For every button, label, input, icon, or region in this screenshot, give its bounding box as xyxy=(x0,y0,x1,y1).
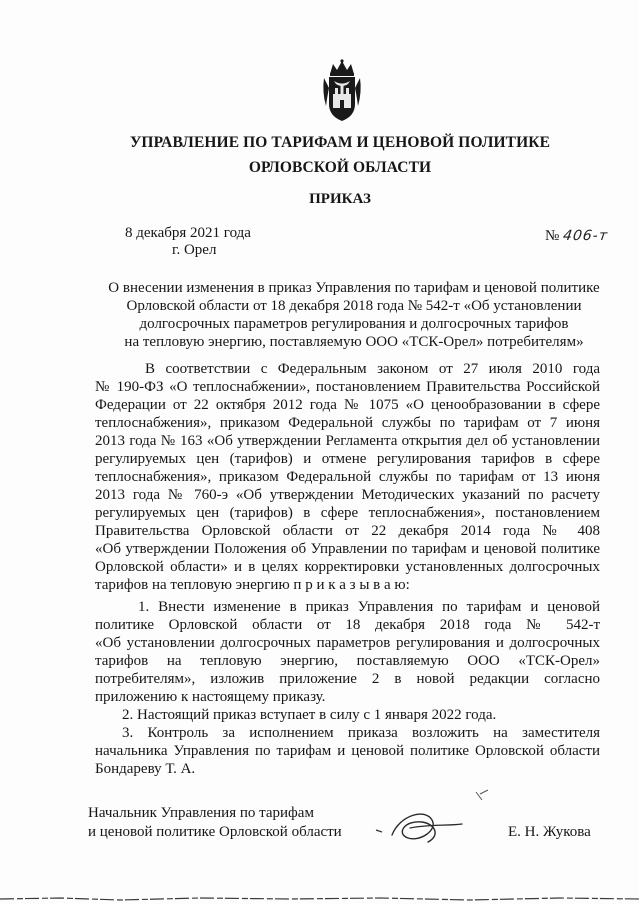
handwritten-signature-icon xyxy=(370,780,500,860)
scan-edge-artifact xyxy=(0,893,639,905)
subject-line: долгосрочных параметров регулирования и долгосрочных тарифов xyxy=(139,316,569,332)
orel-oblast-coat-of-arms-icon xyxy=(321,58,363,124)
item-line: 1. Внести изменение в приказ Управления по тарифам и ценовой xyxy=(138,599,600,615)
item-line: 2. Настоящий приказ вступает в силу с 1 января 2022 года. xyxy=(122,707,497,723)
item-line: начальника Управления по тарифам и ценовой политике Орловской области xyxy=(95,743,600,759)
order-items xyxy=(95,598,600,778)
item-line: «Об установлении долгосрочных параметров регулирования и долгосрочных xyxy=(95,635,600,651)
item-line: приложению к настоящему приказу. xyxy=(95,689,326,705)
preamble-line: Федерации от 22 октября 2012 года № 1075 «О ценообразовании в сфере xyxy=(95,397,600,413)
preamble-line: теплоснабжения», приказом Федеральной службы по тарифам от 7 июня xyxy=(95,415,600,431)
preamble-line: тарифов на тепловую энергию п р и к а з ы в а ю: xyxy=(95,577,410,593)
preamble-line: № 190-ФЗ «О теплоснабжении», постановлением Правительства Российской xyxy=(95,379,600,395)
subject-line: на тепловую энергию, поставляемую ООО «ТСК-Орел» потребителям» xyxy=(124,334,584,350)
agency-name-line2: ОРЛОВСКОЙ ОБЛАСТИ xyxy=(248,159,432,176)
order-city: г. Орел xyxy=(172,242,217,258)
signatory-name: Е. Н. Жукова xyxy=(508,824,591,840)
number-sign: № xyxy=(545,228,560,244)
item-line: политике Орловской области от 18 декабря 2018 года № 542-т xyxy=(95,617,600,633)
signatory-title-line: и ценовой политике Орловской области xyxy=(88,824,342,840)
item-line: тарифов на тепловую энергию, поставляемую ООО «ТСК-Орел» xyxy=(95,653,600,669)
preamble-line: регулируемых цен (тарифов) и отмене регулирования тарифов в сфере xyxy=(95,451,600,467)
item-line: потребителям», изложив приложение 2 в новой редакции согласно xyxy=(95,671,600,687)
handwritten-number: 406-т xyxy=(561,228,610,244)
document-type-title: ПРИКАЗ xyxy=(309,191,371,207)
item-line: 3. Контроль за исполнением приказа возложить на заместителя xyxy=(122,725,600,741)
preamble-paragraph xyxy=(95,360,600,594)
order-date: 8 декабря 2021 года xyxy=(125,225,251,241)
item-line: Бондареву Т. А. xyxy=(95,761,196,777)
preamble-line: Правительства Орловской области от 22 декабря 2014 года № 408 xyxy=(95,523,600,539)
signatory-title-line: Начальник Управления по тарифам xyxy=(88,805,314,821)
agency-name-line1: УПРАВЛЕНИЕ ПО ТАРИФАМ И ЦЕНОВОЙ ПОЛИТИКЕ xyxy=(129,134,551,151)
preamble-line: В соответствии с Федеральным законом от 27 июля 2010 года xyxy=(145,361,600,377)
preamble-line: «Об утверждении Положения об Управлении по тарифам и ценовой политике xyxy=(95,541,600,557)
preamble-line: 2013 года № 760-э «Об утверждении Методических указаний по расчету xyxy=(95,487,600,503)
subject-line: О внесении изменения в приказ Управления по тарифам и ценовой политике xyxy=(108,280,600,296)
signatory-title xyxy=(88,804,342,842)
subject-line: Орловской области от 18 декабря 2018 года № 542-т «Об установлении xyxy=(126,298,582,314)
preamble-line: 2013 года № 163 «Об утверждении Регламента открытия дел об установлении xyxy=(95,433,600,449)
preamble-line: теплоснабжения», приказом Федеральной службы по тарифам от 13 июня xyxy=(95,469,600,485)
preamble-line: Орловской области» и в целях корректировки установленных долгосрочных xyxy=(95,559,600,575)
preamble-line: регулируемых цен (тарифов) в сфере теплоснабжения», постановлением xyxy=(95,505,600,521)
order-number xyxy=(545,228,608,245)
order-subject xyxy=(86,279,622,351)
